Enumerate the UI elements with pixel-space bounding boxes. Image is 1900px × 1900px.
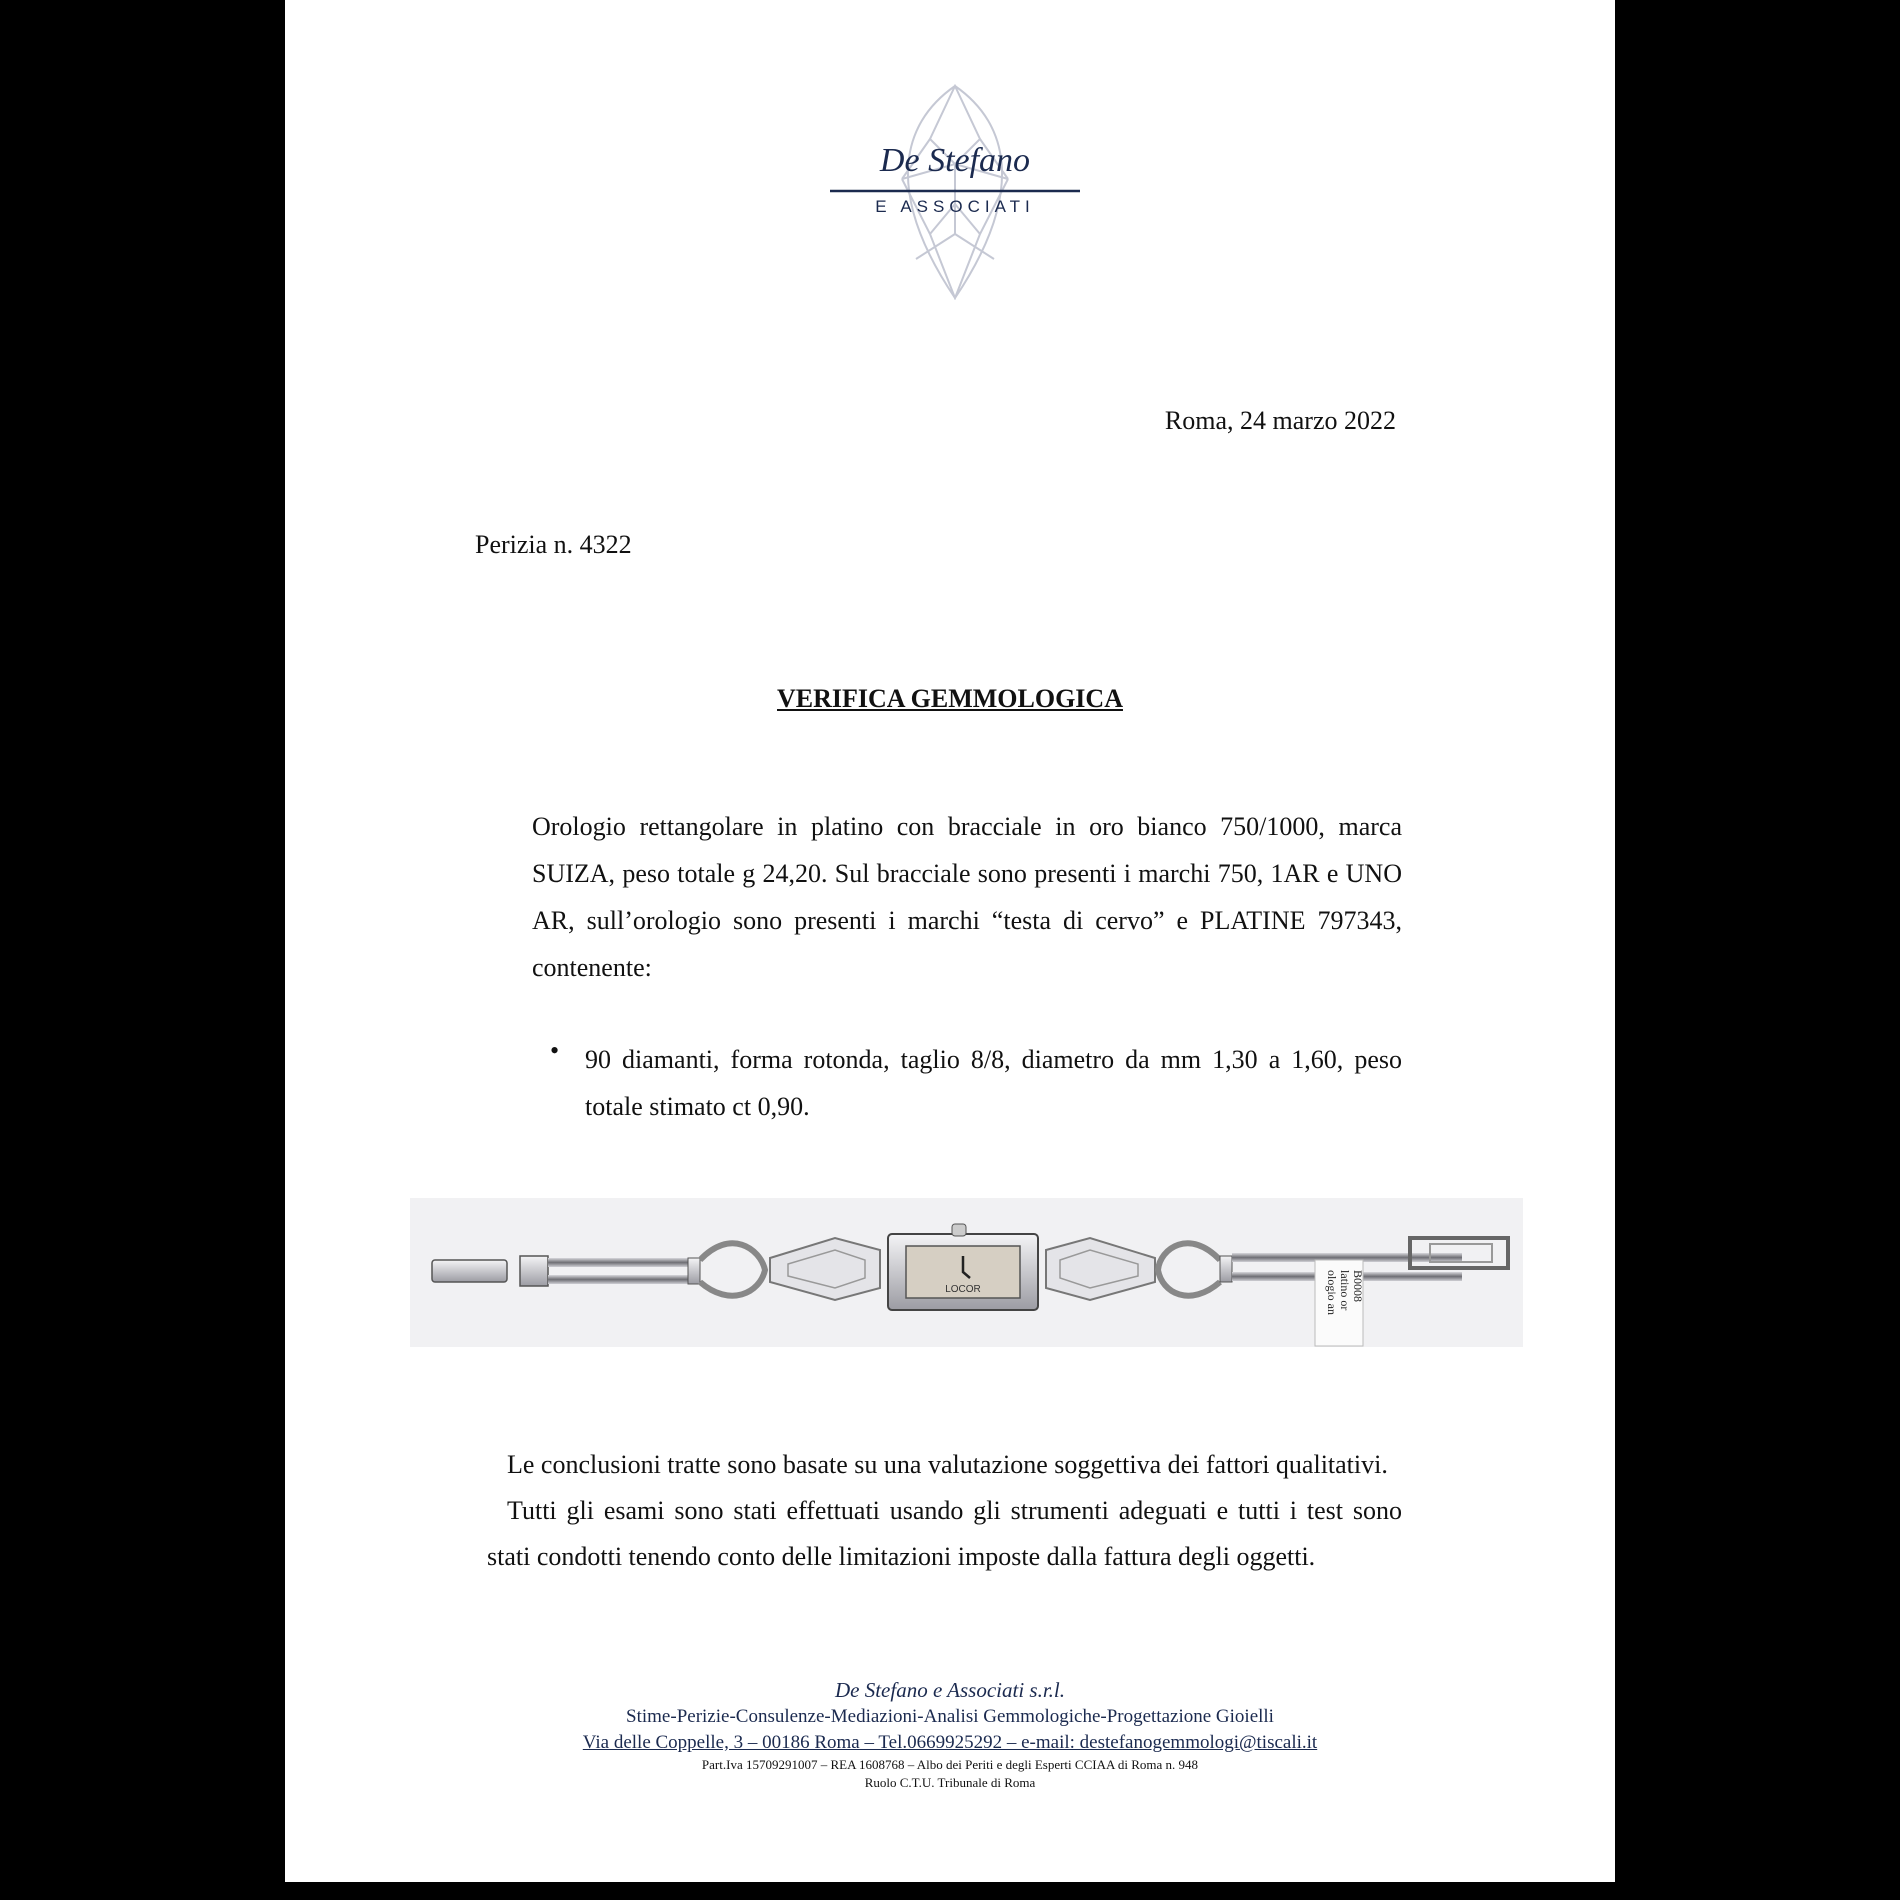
letterhead-footer — [285, 1676, 1615, 1792]
conclusions — [487, 1442, 1402, 1580]
footer-services: Stime-Perizie-Consulenze-Mediazioni-Analisi Gemmologiche-Progettazione Gioielli — [626, 1706, 1274, 1727]
appraisal-number: Perizia n. 4322 — [475, 530, 632, 559]
tag-line-3: B0008 — [1351, 1270, 1365, 1303]
stone-details — [585, 1036, 1402, 1130]
item-description: Orologio rettangolare in platino con bracciale in oro bianco 750/1000, marca SUIZA, peso totale g 24,20. Sul bracciale sono presenti i marchi 750, 1AR e UNO AR, sull’orologio sono presenti i marchi “testa di cervo” e PLATINE 797343, contenente: — [532, 812, 1402, 982]
watch-photo — [410, 1198, 1523, 1347]
brand-name: De Stefano — [879, 142, 1031, 179]
watch-illustration — [410, 1198, 1523, 1347]
document-title: VERIFICA GEMMOLOGICA — [777, 684, 1123, 713]
dial-brand: LOCOR — [945, 1284, 981, 1295]
letter-date: Roma, 24 marzo 2022 — [1164, 406, 1396, 435]
brand-subtitle: E ASSOCIATI — [875, 197, 1035, 216]
footer-court: Ruolo C.T.U. Tribunale di Roma — [864, 1775, 1036, 1790]
tag-line-1: ologio an — [1325, 1270, 1339, 1315]
conclusion-paragraph-1: Le conclusioni tratte sono basate su una valutazione soggettiva dei fattori qualitativi. — [507, 1450, 1388, 1479]
diamond-logo-icon — [820, 84, 1090, 300]
footer-contacts: Via delle Coppelle, 3 – 00186 Roma – Tel.0669925292 – e-mail: destefanogemmologi@tiscali.it — [582, 1732, 1318, 1753]
stone-details-text: 90 diamanti, forma rotonda, taglio 8/8, diametro da mm 1,30 a 1,60, peso totale stimato ct 0,90. — [585, 1045, 1402, 1121]
document-page — [285, 0, 1615, 1882]
tag-line-2: latino or — [1338, 1270, 1352, 1311]
footer-company: De Stefano e Associati s.r.l. — [834, 1678, 1065, 1702]
bullet-icon: • — [550, 1036, 560, 1065]
footer-registry: Part.Iva 15709291007 – REA 1608768 – Albo dei Periti e degli Esperti CCIAA di Roma n. 948 — [701, 1757, 1199, 1772]
conclusion-paragraph-2: Tutti gli esami sono stati effettuati usando gli strumenti adeguati e tutti i test sono stati condotti tenendo conto delle limitazioni imposte dalla fattura degli oggetti. — [487, 1496, 1402, 1571]
